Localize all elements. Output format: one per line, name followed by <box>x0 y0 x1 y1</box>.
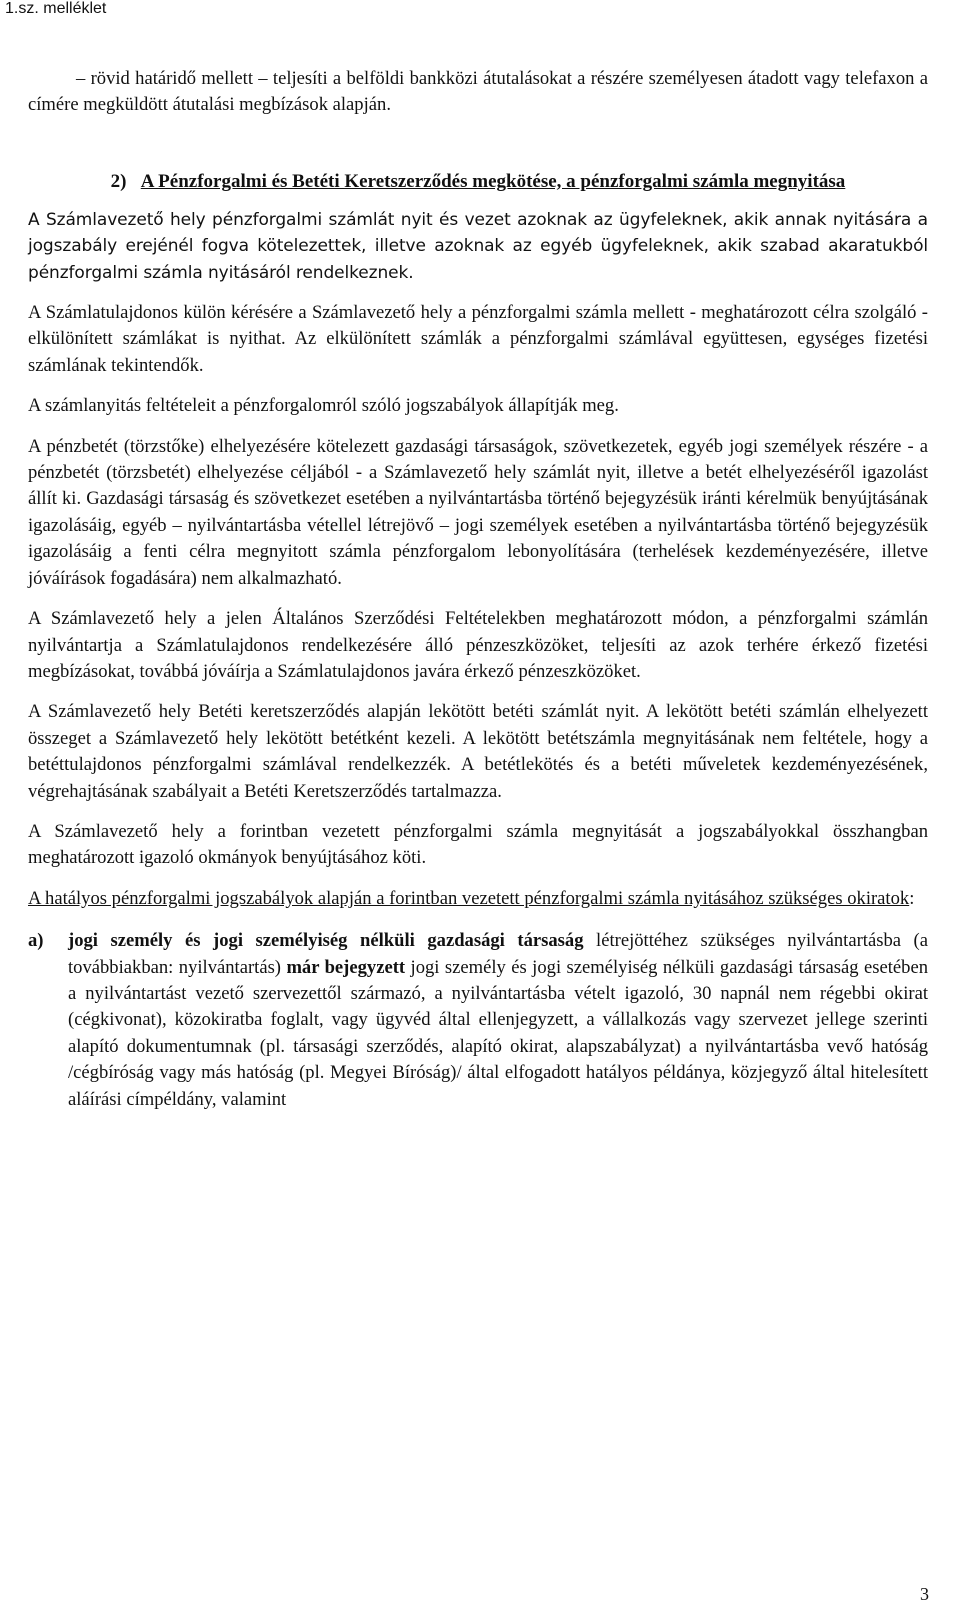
list-item-a-text <box>68 928 928 1113</box>
page-number: 3 <box>920 1584 929 1604</box>
colon: : <box>909 887 915 909</box>
required-documents-heading: A hatályos pénzforgalmi jogszabályok alapján a forintban vezetett pénzforgalmi számla nyitásához szükséges okiratok <box>28 887 910 909</box>
list-a-text-1: létrejöttéhez szükséges nyilvántartásba (a továbbiakban: nyilvántartás) <box>68 930 928 978</box>
list-a-text-2: jogi személy és jogi személyiség nélküli gazdasági társaság esetében a nyilvántartást vezető szervezettől származó, a nyilvántartásba vételt igazoló, 30 napnál nem régebbi okirat (cégkivonat), közokiratba foglalt, vagy ügyvéd által ellenjegyzett, a vállalkozás vagy szervezet jellege szerinti alapító dokumentumnak (pl. társasági szerződés, alapító okirat, alapszabályzat) a nyilvántartásba vevő hatóság /cégbíróság vagy más hatóság (pl. Megyei Bíróság)/ által elfogadott hatályos példánya, közjegyző által hitelesített aláírási címpéldány, valamint <box>68 956 928 1110</box>
paragraph-3: A számlanyitás feltételeit a pénzforgalomról szóló jogszabályok állapítják meg. <box>28 395 619 417</box>
paragraph-7: A Számlavezető hely a forintban vezetett pénzforgalmi számla megnyitását a jogszabályokkal összhangban meghatározott igazoló okmányok benyújtásához köti. <box>28 820 928 869</box>
page-header-label: 1.sz. melléklet <box>5 0 107 17</box>
list-a-bold-1: jogi személy és jogi személyiség nélküli gazdasági társaság <box>68 930 584 952</box>
paragraph-1: A Számlavezető hely pénzforgalmi számlát nyit és vezet azoknak az ügyfeleknek, akik annak nyitására a jogszabály erejénél fogva kötelezettek, illetve azoknak az egyéb ügyfeleknek, akik szabad akaratukból pénzforgalmi számla nyitásáról rendelkeznek. <box>28 209 928 283</box>
paragraph-2: A Számlatulajdonos külön kérésére a Számlavezető hely a pénzforgalmi számla mellett - meghatározott célra szolgáló - elkülönített számlákat is nyithat. Az elkülönített számlák a pénzforgalmi számlával együttesen, egységes fizetési számlának tekintendők. <box>28 302 928 376</box>
section-number: 2) <box>110 170 127 192</box>
list-item-a <box>28 928 928 1113</box>
document-body <box>28 66 928 1113</box>
section-heading <box>28 169 928 195</box>
list-a-bold-2: már bejegyzett <box>286 956 406 978</box>
paragraph-4: A pénzbetét (törzstőke) elhelyezésére kötelezett gazdasági társaságok, szövetkezetek, egyéb jogi személyek részére - a pénzbetét (törzsbetét) elhelyezése céljából - a Számlavezető hely számlát nyit, illetve a betét elhelyezéséről igazolást állít ki. Gazdasági társaság és szövetkezet esetében a nyilvántartásba történő bejegyzésük iránti kérelmük benyújtásának igazolásáig, egyéb – nyilvántartásba vétellel létrejövő – jogi személyek esetében a nyilvántartásba történő bejegyzésük igazolásáig a fenti célra megnyitott számla pénzforgalom lebonyolítására (terhelések kezdeményezésére, illetve jóváírások fogadására) nem alkalmazható. <box>28 435 928 589</box>
paragraph-6: A Számlavezető hely Betéti keretszerződés alapján lekötött betéti számlát nyit. A lekötött betéti számlán elhelyezett összeget a Számlavezető hely lekötött betétként kezeli. A lekötött betétszámla megnyitásának nem feltétele, hogy a betéttulajdonos pénzforgalmi számlával rendelkezzék. A betétlekötés és a betéti műveletek kezdeményezésének, végrehajtásának szabályait a Betéti Keretszerződés tartalmazza. <box>28 701 928 802</box>
paragraph-8 <box>28 886 928 912</box>
list-marker-a: a) <box>28 930 44 952</box>
section-title: A Pénzforgalmi és Betéti Keretszerződés megkötése, a pénzforgalmi számla megnyitása <box>140 170 846 192</box>
paragraph-5: A Számlavezető hely a jelen Általános Szerződési Feltételekben meghatározott módon, a pénzforgalmi számlán nyilvántartja a Számlatulajdonos rendelkezésére álló pénzeszközöket, teljesíti az azok terhére érkező fizetési megbízásokat, továbbá jóváírja a Számlatulajdonos javára érkező pénzeszközöket. <box>28 608 928 682</box>
intro-bullet: – rövid határidő mellett – teljesíti a belföldi bankközi átutalásokat a részére személyesen átadott vagy telefaxon a címére megküldött átutalási megbízások alapján. <box>28 68 928 116</box>
